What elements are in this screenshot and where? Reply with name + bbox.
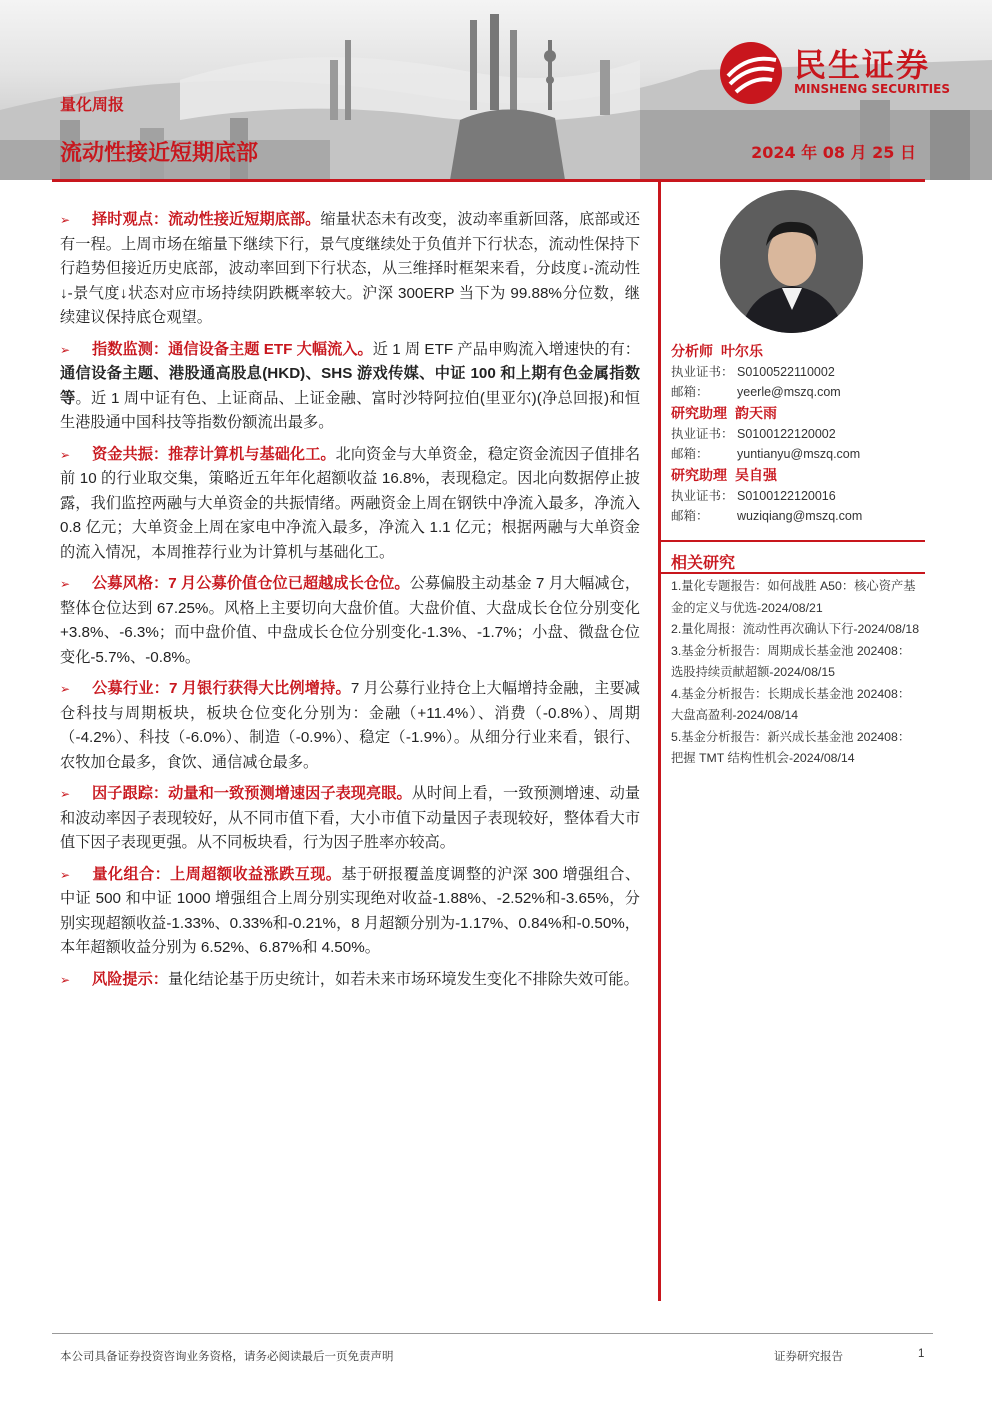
bullet-arrow-icon: ➢: [60, 577, 71, 591]
analyst-name: 叶尔乐: [721, 343, 763, 359]
bullet-arrow-icon: ➢: [60, 787, 71, 801]
paragraph-key: 量化组合：上周超额收益涨跌互现。: [92, 865, 342, 883]
bullet-arrow-icon: ➢: [60, 342, 71, 357]
summary-paragraph: [60, 863, 640, 961]
cert-label: 执业证书：: [671, 427, 734, 441]
paragraph-text: 北向资金与大单资金，稳定资金流因子值排名前 10 的行业取交集，策略近五年年化超额收益 16.8%，表现稳定。因北向数据停止披露，我们监控两融与大单资金的共振情绪。两融资金上周在钢铁中净流入最多，净流入 0.8 亿元；大单资金上周在家电中净流入最多，净流入 1.1 亿元；根据两融与大单资金的流入情况，本周推荐行业为计算机与基础化工。: [60, 445, 641, 561]
paragraph-key: 因子跟踪：动量和一致预测增速因子表现亮眼。: [92, 785, 412, 802]
related-research-list: [671, 576, 921, 770]
bullet-arrow-icon: ➢: [60, 213, 71, 227]
logo-text-cn: 民生证券: [794, 46, 931, 84]
summary-paragraph: [60, 782, 640, 856]
summary-paragraph: [60, 968, 640, 993]
paragraph-key: 择时观点：流动性接近短期底部。: [92, 211, 321, 228]
analyst-role: 分析师: [671, 343, 713, 359]
analyst-photo: [720, 190, 863, 333]
summary-paragraph: [60, 338, 640, 436]
summary-paragraph: [60, 208, 640, 331]
paragraph-text: 基于研报覆盖度调整的沪深 300 增强组合、中证 500 和中证 1000 增强组合上周分别实现绝对收益-1.88%、-2.52%和-3.65%，分别实现超额收益-1.33%、0.33%和-0.21%，8 月超额分别为-1.17%、0.84%和-0.50%，本年超额收益分别为 6.52%、6.87%和 4.50%。: [60, 865, 641, 956]
paragraph-text-tail: 。近 1 周中证有色、上证商品、上证金融、富时沙特阿拉伯(里亚尔)(净总回报)和恒生港股通中国科技等指数份额流出最多。: [60, 389, 640, 431]
cert-label: 执业证书：: [671, 489, 734, 503]
paragraph-text: 量化结论基于历史统计，如若未来市场环境发生变化不排除失效可能。: [167, 970, 639, 988]
analyst-role: 研究助理: [671, 467, 727, 483]
analyst-entry: [671, 402, 925, 464]
minsheng-logo-icon: [718, 40, 784, 106]
report-title: 流动性接近短期底部: [60, 141, 259, 166]
analyst-name: 吴自强: [735, 467, 777, 483]
paragraph-text: 7 月公募行业持仓上大幅增持金融，主要减仓科技与周期板块，板块仓位变化分别为：金融（+11.4%）、消费（-0.8%）、周期（-4.2%）、科技（-6.0%）、制造（-0.9%）、稳定（-1.9%）。从细分行业来看，银行、农牧加仓最多，食饮、通信减仓最多。: [60, 680, 640, 771]
column-divider: [658, 179, 661, 1301]
paragraph-text: 缩量状态未有改变，波动率重新回落，底部或还有一程。上周市场在缩量下继续下行，景气度继续处于负值并下行状态，流动性保持下行趋势但接近历史底部，波动率回到下行状态，从三维择时框架来看，分歧度↓-流动性↓-景气度↓状态对应市场持续阴跌概率较大。沪深 300ERP 当下为 99.88%分位数，继续建议保持底仓观望。: [60, 211, 641, 326]
analyst-portrait-icon: [720, 190, 863, 333]
related-research-item[interactable]: 2.量化周报：流动性再次确认下行-2024/08/18: [671, 622, 920, 636]
header-divider: [52, 179, 925, 182]
email-link[interactable]: wuziqiang@mszq.com: [737, 509, 863, 523]
related-research-item[interactable]: 4.基金分析报告：长期成长基金池 202408：大盘高盈利-2024/08/14: [671, 686, 911, 722]
email-label: 邮箱：: [671, 509, 709, 523]
paragraph-bold-text: 通信设备主题、港股通高股息(HKD)、SHS 游戏传媒、中证 100 和上期有色金属指数等: [60, 365, 640, 407]
bullet-arrow-icon: ➢: [60, 682, 71, 696]
email-label: 邮箱：: [671, 385, 709, 399]
email-label: 邮箱：: [671, 447, 709, 461]
analyst-entry: [671, 340, 925, 402]
paragraph-text: 从时间上看，一致预测增速、动量和波动率因子表现较好，从不同市值下看，大小市值下动量因子表现较好，整体看大市值下因子表现更强。从不同板块看，行为因子胜率亦较高。: [60, 785, 641, 851]
email-link[interactable]: yeerle@mszq.com: [737, 385, 841, 399]
cert-number: S0100122120016: [737, 489, 836, 503]
email-link[interactable]: yuntianyu@mszq.com: [737, 447, 861, 461]
analyst-name: 韵天雨: [735, 405, 777, 421]
summary-paragraph: [60, 677, 640, 775]
summary-paragraph: [60, 572, 640, 670]
sidebar-divider: [661, 540, 925, 542]
footer-disclaimer: 本公司具备证券投资咨询业务资格，请务必阅读最后一页免责声明: [60, 1351, 394, 1363]
paragraph-key: 指数监测：通信设备主题 ETF 大幅流入。: [92, 340, 373, 358]
analyst-role: 研究助理: [671, 405, 727, 421]
page-number: 1: [918, 1348, 925, 1360]
paragraph-text: 近 1 周 ETF 产品申购流入增速快的有：: [372, 340, 640, 358]
logo-text-en: MINSHENG SECURITIES: [794, 82, 950, 96]
related-research-item[interactable]: 1.量化专题报告：如何战胜 A50：核心资产基金的定义与优选-2024/08/21: [671, 579, 916, 615]
paragraph-key: 资金共振：推荐计算机与基础化工。: [92, 445, 336, 463]
related-research-item[interactable]: 3.基金分析报告：周期成长基金池 202408：选股持续贡献超额-2024/08/15: [671, 643, 911, 679]
related-research-title: 相关研究: [671, 555, 736, 572]
report-date: 2024 年 08 月 25 日: [751, 143, 916, 162]
bullet-arrow-icon: ➢: [60, 447, 71, 462]
sidebar-divider: [661, 572, 925, 574]
summary-paragraph: [60, 443, 640, 566]
cert-label: 执业证书：: [671, 365, 734, 379]
footer-report-type: 证券研究报告: [774, 1351, 843, 1363]
footer-divider: [52, 1333, 933, 1334]
header-banner: [0, 0, 992, 180]
report-type-label: 量化周报: [60, 95, 125, 114]
paragraph-key: 公募风格：7 月公募价值仓位已超越成长仓位。: [92, 575, 410, 592]
cert-number: S0100522110002: [737, 365, 835, 379]
paragraph-key: 风险提示：: [92, 970, 168, 988]
minsheng-logo: [718, 40, 968, 102]
paragraph-text: 公募偏股主动基金 7 月大幅减仓，整体仓位达到 67.25%。风格上主要切向大盘价值。大盘价值、大盘成长仓位分别变化+3.8%、-6.3%；而中盘价值、中盘成长仓位分别变化-1.3%、-1.7%；小盘、微盘仓位变化-5.7%、-0.8%。: [60, 575, 641, 666]
bullet-arrow-icon: ➢: [60, 972, 71, 987]
analyst-entry: [671, 464, 925, 526]
related-research-item[interactable]: 5.基金分析报告：新兴成长基金池 202408：把握 TMT 结构性机会-2024/08/14: [671, 729, 911, 765]
paragraph-key: 公募行业：7 月银行获得大比例增持。: [92, 680, 351, 697]
analyst-list: [671, 340, 925, 526]
summary-body: [60, 208, 640, 999]
bullet-arrow-icon: ➢: [60, 867, 71, 882]
cert-number: S0100122120002: [737, 427, 836, 441]
